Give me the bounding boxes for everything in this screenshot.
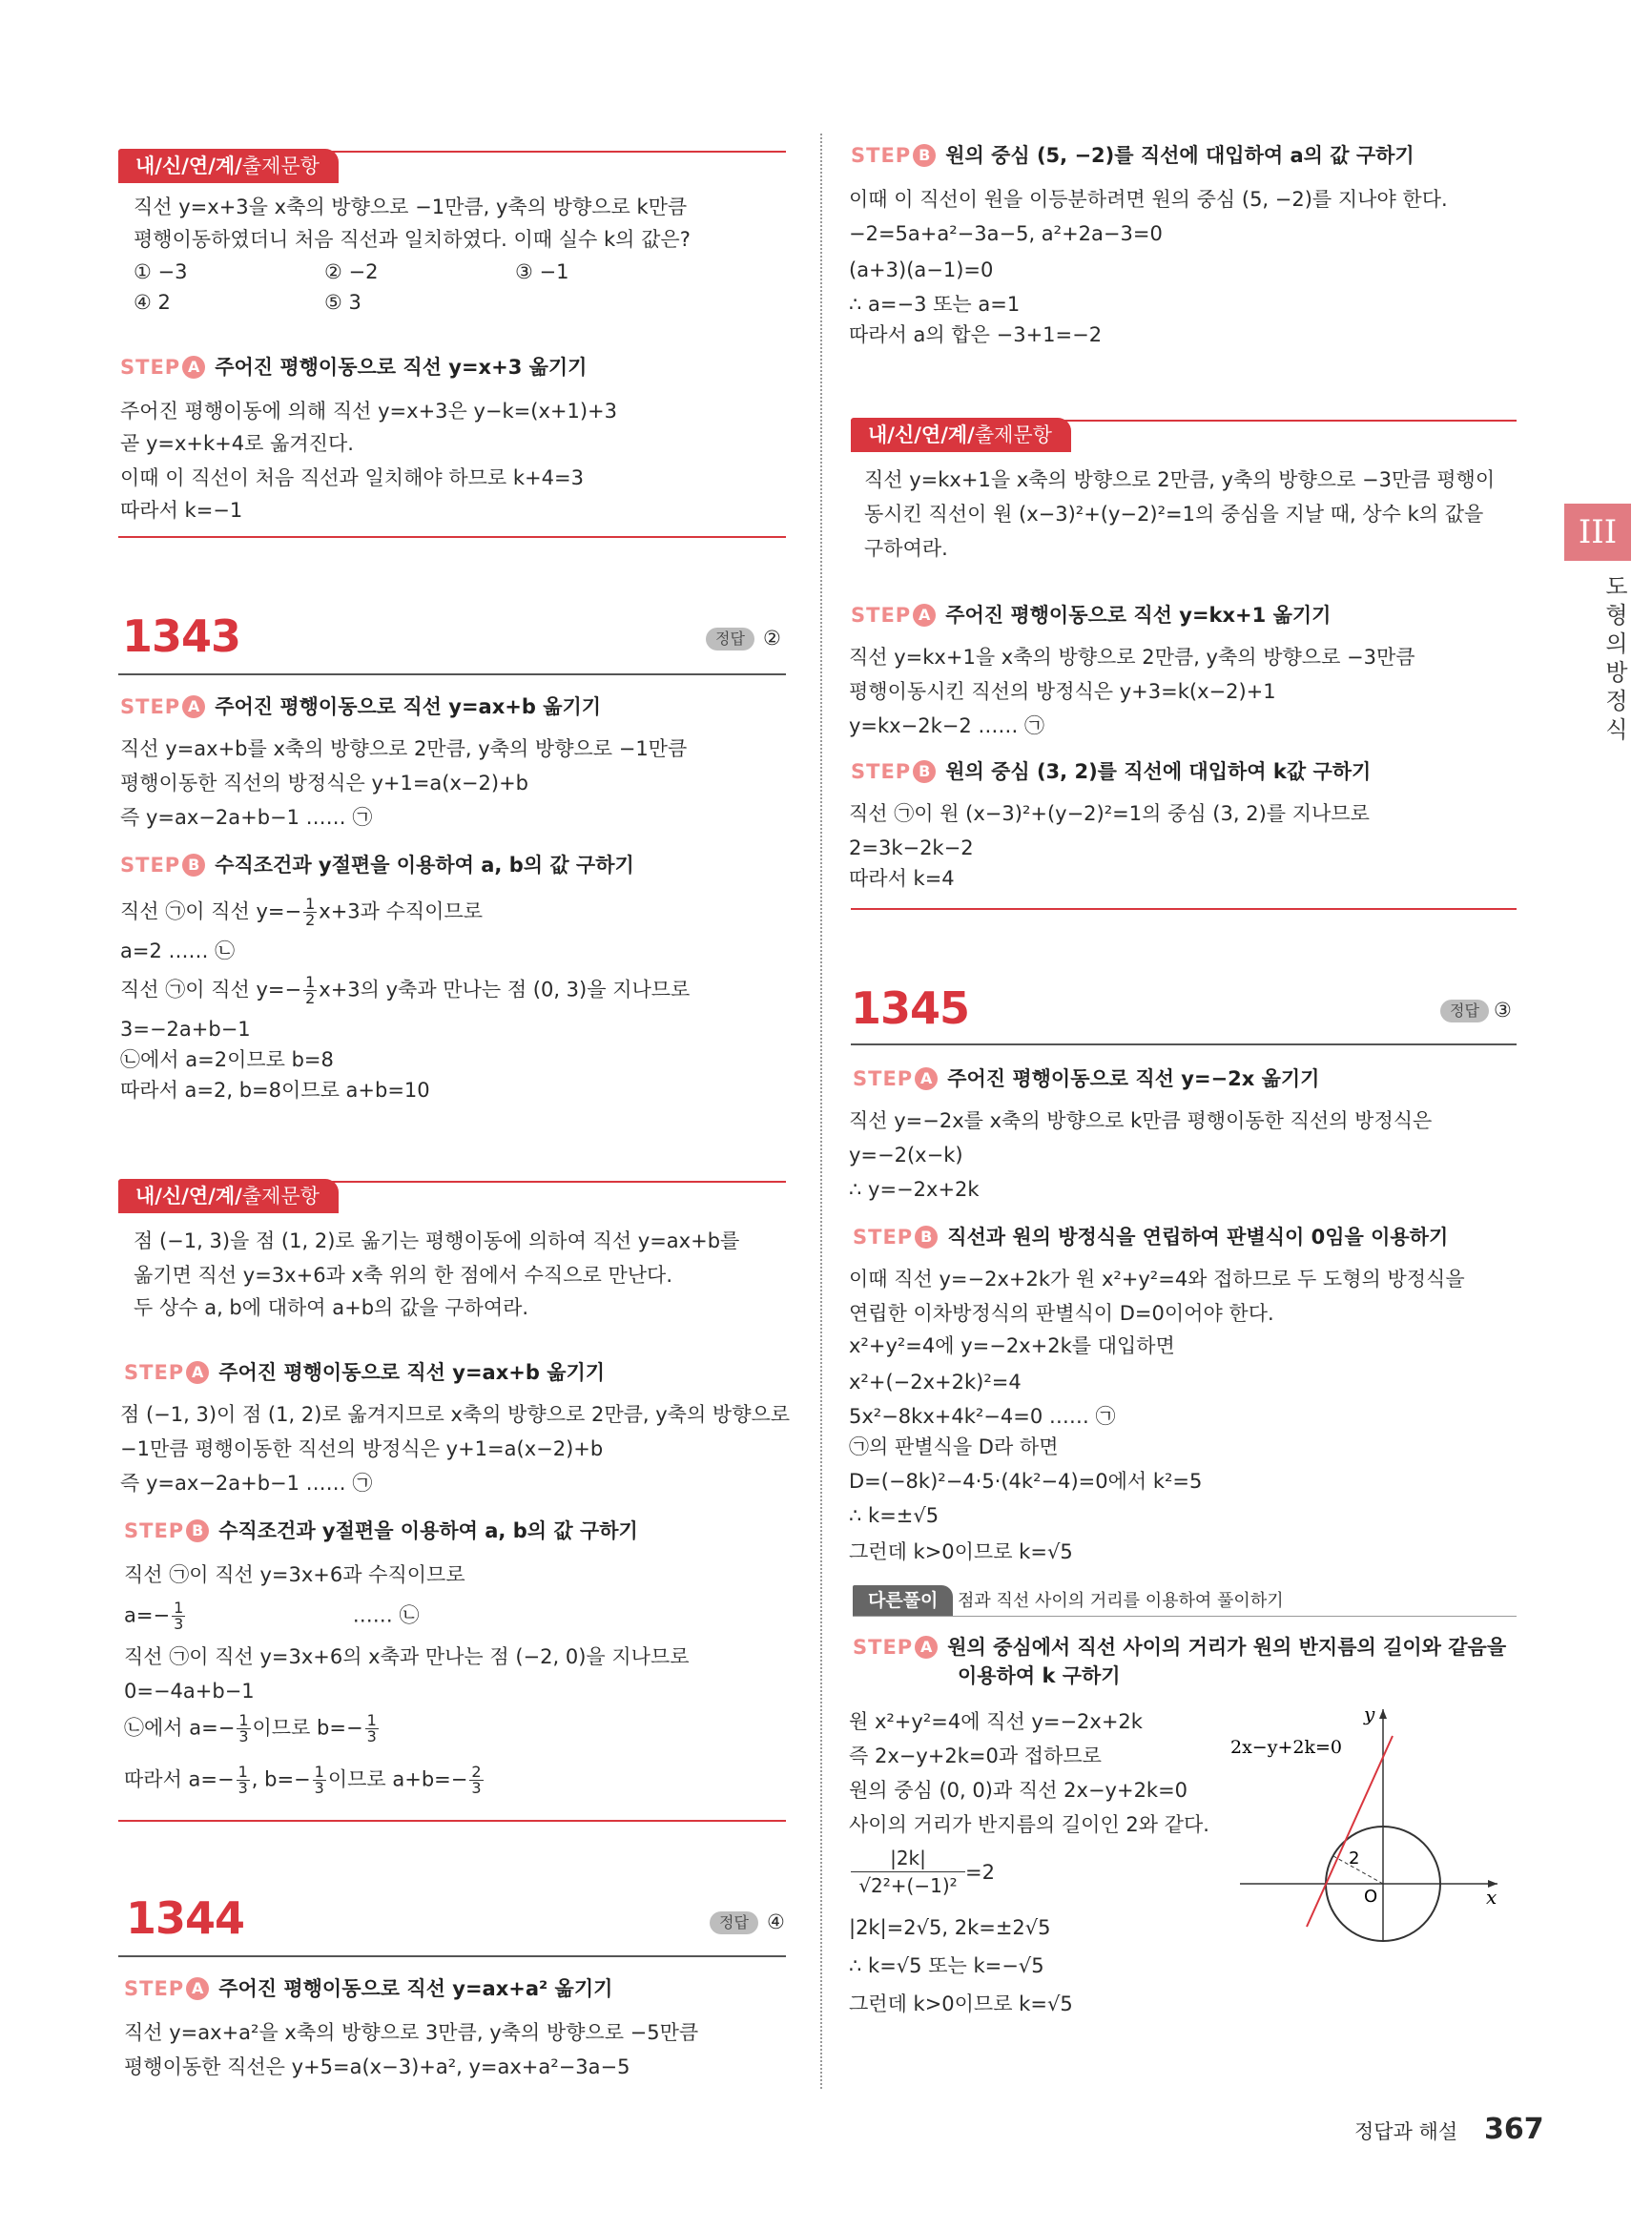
solution-line: 따라서 a의 합은 −3+1=−2 bbox=[849, 323, 1103, 346]
radius-label: 2 bbox=[1349, 1848, 1360, 1869]
chapter-title-char: 형 bbox=[1605, 602, 1628, 629]
alternative-solution-badge: 다른풀이 bbox=[853, 1585, 953, 1616]
question-line: 구하여라. bbox=[864, 537, 948, 560]
badge-sub: 출제문항 bbox=[241, 155, 320, 177]
choice-3: ③ −1 bbox=[515, 260, 569, 283]
solution-line bbox=[120, 897, 483, 928]
denominator: 2 bbox=[305, 989, 316, 1007]
solution-line: 5x²−8kx+4k²−4=0 …… ㉠ bbox=[849, 1405, 1116, 1428]
solution-line: x²+(−2x+2k)²=4 bbox=[849, 1371, 1022, 1394]
step-a-heading bbox=[124, 1974, 612, 2003]
badge-sub: 출제문항 bbox=[974, 423, 1052, 446]
step-tag: STEP bbox=[120, 854, 181, 877]
section-end-rule bbox=[118, 536, 786, 538]
solution-line: 직선 ㉠이 직선 y=3x+6과 수직이므로 bbox=[124, 1563, 465, 1586]
step-tag: STEP bbox=[853, 1636, 914, 1659]
numerator: 1 bbox=[305, 973, 316, 991]
linked-question-badge bbox=[118, 1179, 339, 1213]
solution-line: −1만큼 평행이동한 직선의 방정식은 y+1=a(x−2)+b bbox=[120, 1437, 604, 1460]
solution-line: 곧 y=x+k+4로 옮겨진다. bbox=[120, 432, 354, 455]
answer-label: 정답 bbox=[1440, 1000, 1489, 1022]
solution-line: y=kx−2k−2 …… ㉠ bbox=[849, 714, 1045, 737]
solution-line: −2=5a+a²−3a−5, a²+2a−3=0 bbox=[849, 222, 1163, 245]
step-letter: A bbox=[186, 1361, 209, 1384]
fraction bbox=[365, 1713, 379, 1745]
step-letter: A bbox=[186, 1977, 209, 2000]
solution-line: 그런데 k>0이므로 k=√5 bbox=[849, 1540, 1073, 1563]
numerator: 1 bbox=[237, 1763, 248, 1781]
solution-line: ∴ y=−2x+2k bbox=[849, 1178, 980, 1201]
numerator: 2 bbox=[471, 1763, 482, 1781]
numerator: 1 bbox=[238, 1711, 249, 1729]
step-letter: B bbox=[915, 1226, 938, 1249]
text: 직선 ㉠이 직선 y=− bbox=[120, 899, 302, 923]
solution-line: x²+y²=4에 y=−2x+2k를 대입하면 bbox=[849, 1334, 1175, 1357]
step-a-heading bbox=[851, 601, 1331, 630]
solution-line: 3=−2a+b−1 bbox=[120, 1018, 251, 1041]
x-axis-label: x bbox=[1486, 1886, 1497, 1909]
step-title: 주어진 평행이동으로 직선 y=ax+b 옮기기 bbox=[215, 695, 602, 718]
solution-line: 원의 중심 (0, 0)과 직선 2x−y+2k=0 bbox=[849, 1779, 1188, 1802]
solution-line: D=(−8k)²−4·5·(4k²−4)=0에서 k²=5 bbox=[849, 1470, 1203, 1493]
step-letter: B bbox=[182, 854, 205, 877]
solution-line: 사이의 거리가 반지름의 길이인 2와 같다. bbox=[849, 1813, 1209, 1836]
solution-line: a=2 …… ㉡ bbox=[120, 939, 236, 962]
answer-value: ④ bbox=[767, 1910, 785, 1933]
question-line: 옮기면 직선 y=3x+6과 x축 위의 한 점에서 수직으로 만난다. bbox=[134, 1264, 672, 1287]
solution-line bbox=[124, 1765, 485, 1796]
solution-line: 직선 ㉠이 원 (x−3)²+(y−2)²=1의 중심 (3, 2)를 지나므로 bbox=[849, 802, 1370, 825]
step-a-heading-cont: 이용하여 k 구하기 bbox=[958, 1664, 1121, 1687]
solution-line: |2k|=2√5, 2k=±2√5 bbox=[849, 1916, 1051, 1939]
solution-line: (a+3)(a−1)=0 bbox=[849, 258, 994, 281]
step-tag: STEP bbox=[853, 1067, 914, 1090]
denominator: 2 bbox=[305, 911, 316, 929]
solution-line: 따라서 a=2, b=8이므로 a+b=10 bbox=[120, 1079, 430, 1102]
step-a-heading bbox=[853, 1064, 1319, 1093]
answer-value: ② bbox=[763, 627, 781, 650]
solution-line: 평행이동한 직선의 방정식은 y+1=a(x−2)+b bbox=[120, 772, 529, 795]
text: 이므로 b=− bbox=[252, 1716, 363, 1740]
alternative-rule bbox=[853, 1616, 1517, 1617]
solution-line: 직선 y=−2x를 x축의 방향으로 k만큼 평행이동한 직선의 방정식은 bbox=[849, 1109, 1433, 1132]
denominator: 3 bbox=[174, 1615, 184, 1633]
step-title: 주어진 평행이동으로 직선 y=kx+1 옮기기 bbox=[945, 604, 1332, 627]
linked-question-badge bbox=[851, 418, 1071, 452]
step-tag: STEP bbox=[120, 695, 181, 718]
choice-2: ② −2 bbox=[324, 260, 379, 283]
step-b-heading bbox=[120, 851, 634, 879]
line-label: 2x−y+2k=0 bbox=[1230, 1737, 1342, 1758]
text: , b=− bbox=[251, 1767, 311, 1791]
chapter-title-char: 도 bbox=[1605, 573, 1628, 600]
question-line: 직선 y=x+3을 x축의 방향으로 −1만큼, y축의 방향으로 k만큼 bbox=[134, 196, 688, 218]
solution-line: ∴ k=√5 또는 k=−√5 bbox=[849, 1954, 1044, 1977]
text: 이므로 a+b=− bbox=[327, 1767, 468, 1791]
step-tag: STEP bbox=[851, 604, 912, 627]
solution-line: 주어진 평행이동에 의해 직선 y=x+3은 y−k=(x+1)+3 bbox=[120, 400, 618, 423]
step-letter: A bbox=[915, 1067, 938, 1090]
step-b-heading bbox=[851, 757, 1371, 786]
chapter-number: III bbox=[1578, 513, 1618, 551]
step-letter: B bbox=[186, 1519, 209, 1542]
step-b-heading bbox=[851, 141, 1415, 170]
fraction-rhs: =2 bbox=[965, 1861, 995, 1884]
solution-line: 즉 y=ax−2a+b−1 …… ㉠ bbox=[120, 1472, 373, 1495]
fraction bbox=[172, 1600, 185, 1632]
text: …… ㉡ bbox=[187, 1603, 420, 1627]
step-title: 직선과 원의 방정식을 연립하여 판별식이 0임을 이용하기 bbox=[947, 1226, 1449, 1249]
section-rule bbox=[118, 151, 786, 153]
chapter-title bbox=[1602, 572, 1631, 744]
tangent-line bbox=[1307, 1736, 1393, 1927]
step-b-heading bbox=[853, 1223, 1448, 1251]
distance-fraction bbox=[851, 1847, 965, 1897]
section-rule bbox=[851, 420, 1517, 422]
denominator: 3 bbox=[471, 1779, 482, 1797]
text: ㉡에서 a=− bbox=[124, 1716, 236, 1740]
problem-number: 1344 bbox=[126, 1892, 245, 1944]
problem-rule bbox=[118, 1955, 786, 1957]
solution-line bbox=[124, 1713, 381, 1745]
linked-question-badge bbox=[118, 149, 339, 183]
problem-rule bbox=[851, 1043, 1517, 1045]
numerator: 1 bbox=[314, 1763, 324, 1781]
solution-line: 2=3k−2k−2 bbox=[849, 836, 974, 859]
text: x+3의 y축과 만나는 점 (0, 3)을 지나므로 bbox=[319, 978, 691, 1001]
fraction bbox=[303, 897, 317, 928]
solution-line: 이때 이 직선이 원을 이등분하려면 원의 중심 (5, −2)를 지나야 한다. bbox=[849, 188, 1448, 211]
step-letter: A bbox=[915, 1636, 938, 1659]
numerator: 1 bbox=[366, 1711, 377, 1729]
badge-main: 내/신/연/계/ bbox=[135, 155, 242, 177]
problem-number: 1345 bbox=[851, 982, 970, 1034]
solution-line bbox=[120, 975, 690, 1006]
solution-line: 직선 y=ax+b를 x축의 방향으로 2만큼, y축의 방향으로 −1만큼 bbox=[120, 737, 688, 760]
solution-line: 즉 2x−y+2k=0과 접하므로 bbox=[849, 1745, 1102, 1767]
step-title: 주어진 평행이동으로 직선 y=ax+b 옮기기 bbox=[218, 1361, 606, 1384]
step-letter: A bbox=[182, 356, 205, 379]
text: a=− bbox=[124, 1603, 171, 1627]
step-a-heading bbox=[120, 353, 587, 382]
solution-line: 직선 ㉠이 직선 y=3x+6의 x축과 만나는 점 (−2, 0)을 지나므로 bbox=[124, 1645, 690, 1668]
answer-label: 정답 bbox=[710, 1911, 758, 1934]
step-title: 수직조건과 y절편을 이용하여 a, b의 값 구하기 bbox=[215, 854, 634, 877]
step-a-heading bbox=[120, 692, 601, 721]
solution-line: 직선 y=kx+1을 x축의 방향으로 2만큼, y축의 방향으로 −3만큼 bbox=[849, 646, 1415, 669]
chapter-title-char: 식 bbox=[1605, 716, 1628, 743]
solution-line: 0=−4a+b−1 bbox=[124, 1680, 255, 1703]
solution-line: 원 x²+y²=4에 직선 y=−2x+2k bbox=[849, 1710, 1143, 1733]
column-divider bbox=[820, 134, 822, 2089]
problem-rule bbox=[118, 673, 786, 675]
answer-label: 정답 bbox=[706, 628, 754, 650]
solution-line: 따라서 k=4 bbox=[849, 867, 955, 890]
solution-line: 따라서 k=−1 bbox=[120, 499, 243, 522]
fraction bbox=[469, 1765, 483, 1796]
step-a-heading bbox=[124, 1358, 605, 1387]
choice-4: ④ 2 bbox=[134, 291, 171, 314]
section-end-rule bbox=[118, 1820, 786, 1822]
question-line: 직선 y=kx+1을 x축의 방향으로 2만큼, y축의 방향으로 −3만큼 평행이 bbox=[864, 468, 1496, 491]
origin-label: O bbox=[1364, 1887, 1378, 1907]
solution-line: ㉡에서 a=2이므로 b=8 bbox=[120, 1048, 334, 1071]
page-number: 367 bbox=[1484, 2113, 1544, 2146]
text: 따라서 a=− bbox=[124, 1767, 235, 1791]
step-title: 수직조건과 y절편을 이용하여 a, b의 값 구하기 bbox=[218, 1519, 638, 1542]
numerator: 1 bbox=[305, 895, 316, 913]
footer-label: 정답과 해설 bbox=[1354, 2120, 1458, 2143]
section-end-rule bbox=[851, 908, 1517, 910]
denominator: 3 bbox=[238, 1727, 249, 1745]
solution-line: 평행이동한 직선은 y+5=a(x−3)+a², y=ax+a²−3a−5 bbox=[124, 2055, 630, 2078]
fraction bbox=[313, 1765, 326, 1796]
fraction bbox=[237, 1713, 250, 1745]
step-title: 원의 중심 (5, −2)를 직선에 대입하여 a의 값 구하기 bbox=[945, 144, 1415, 167]
solution-line: ∴ a=−3 또는 a=1 bbox=[849, 293, 1021, 316]
step-title: 원의 중심에서 직선 사이의 거리가 원의 반지름의 길이와 같음을 bbox=[947, 1636, 1507, 1659]
solution-line: y=−2(x−k) bbox=[849, 1144, 963, 1167]
choice-5: ⑤ 3 bbox=[324, 291, 361, 314]
step-tag: STEP bbox=[124, 1519, 185, 1542]
solution-line: ∴ k=±√5 bbox=[849, 1504, 940, 1527]
answer-value: ③ bbox=[1494, 999, 1512, 1022]
step-letter: B bbox=[913, 144, 936, 167]
step-tag: STEP bbox=[851, 144, 912, 167]
text: x+3과 수직이므로 bbox=[319, 899, 484, 923]
step-title: 원의 중심 (3, 2)를 직선에 대입하여 k값 구하기 bbox=[945, 760, 1372, 783]
question-line: 평행이동하였더니 처음 직선과 일치하였다. 이때 실수 k의 값은? bbox=[134, 228, 691, 251]
fraction-numerator: |2k| bbox=[851, 1847, 965, 1872]
step-a-heading bbox=[853, 1633, 1506, 1662]
alternative-solution-desc: 점과 직선 사이의 거리를 이용하여 풀이하기 bbox=[958, 1591, 1284, 1611]
solution-line: 연립한 이차방정식의 판별식이 D=0이어야 한다. bbox=[849, 1302, 1274, 1325]
solution-line: ㉠의 판별식을 D라 하면 bbox=[849, 1435, 1059, 1458]
fraction bbox=[237, 1765, 250, 1796]
tangent-circle-figure bbox=[1230, 1698, 1517, 1946]
solution-line: 점 (−1, 3)이 점 (1, 2)로 옮겨지므로 x축의 방향으로 2만큼, y축의 방향으로 bbox=[120, 1403, 791, 1426]
denominator: 3 bbox=[237, 1779, 248, 1797]
section-rule bbox=[118, 1181, 786, 1183]
solution-line: 그런데 k>0이므로 k=√5 bbox=[849, 1993, 1073, 2015]
step-tag: STEP bbox=[120, 356, 181, 379]
denominator: 3 bbox=[314, 1779, 324, 1797]
solution-line: 이때 이 직선이 처음 직선과 일치해야 하므로 k+4=3 bbox=[120, 466, 584, 489]
step-tag: STEP bbox=[853, 1226, 914, 1249]
text: 직선 ㉠이 직선 y=− bbox=[120, 978, 302, 1001]
solution-line: 즉 y=ax−2a+b−1 …… ㉠ bbox=[120, 806, 373, 829]
step-letter: B bbox=[913, 760, 936, 783]
y-axis-label: y bbox=[1364, 1703, 1375, 1725]
step-tag: STEP bbox=[851, 760, 912, 783]
step-tag: STEP bbox=[124, 1977, 185, 2000]
fraction-denominator: √2²+(−1)² bbox=[858, 1874, 958, 1897]
step-title: 주어진 평행이동으로 직선 y=−2x 옮기기 bbox=[947, 1067, 1320, 1090]
step-title: 주어진 평행이동으로 직선 y=x+3 옮기기 bbox=[215, 356, 588, 379]
question-line: 두 상수 a, b에 대하여 a+b의 값을 구하여라. bbox=[134, 1296, 529, 1319]
step-b-heading bbox=[124, 1517, 638, 1545]
badge-sub: 출제문항 bbox=[241, 1185, 320, 1208]
solution-line: 직선 y=ax+a²을 x축의 방향으로 3만큼, y축의 방향으로 −5만큼 bbox=[124, 2021, 699, 2044]
chapter-title-char: 정 bbox=[1605, 688, 1628, 714]
denominator: 3 bbox=[366, 1727, 377, 1745]
numerator: 1 bbox=[174, 1599, 184, 1617]
y-axis-arrow bbox=[1379, 1709, 1387, 1719]
step-tag: STEP bbox=[124, 1361, 185, 1384]
badge-main: 내/신/연/계/ bbox=[135, 1185, 242, 1208]
choice-1: ① −3 bbox=[134, 260, 188, 283]
chapter-title-char: 의 bbox=[1605, 630, 1628, 657]
question-line: 동시킨 직선이 원 (x−3)²+(y−2)²=1의 중심을 지날 때, 상수 k의 값을 bbox=[864, 503, 1484, 526]
problem-number: 1343 bbox=[122, 610, 241, 662]
solution-line: 이때 직선 y=−2x+2k가 원 x²+y²=4와 접하므로 두 도형의 방정식을 bbox=[849, 1268, 1465, 1291]
badge-main: 내/신/연/계/ bbox=[868, 423, 975, 446]
question-line: 점 (−1, 3)을 점 (1, 2)로 옮기는 평행이동에 의하여 직선 y=ax+b를 bbox=[134, 1229, 740, 1252]
chapter-title-char: 방 bbox=[1605, 659, 1628, 686]
solution-line bbox=[124, 1600, 419, 1632]
solution-line: 평행이동시킨 직선의 방정식은 y+3=k(x−2)+1 bbox=[849, 680, 1276, 703]
step-letter: A bbox=[182, 695, 205, 718]
fraction bbox=[303, 975, 317, 1006]
step-letter: A bbox=[913, 604, 936, 627]
step-title: 주어진 평행이동으로 직선 y=ax+a² 옮기기 bbox=[218, 1977, 613, 2000]
